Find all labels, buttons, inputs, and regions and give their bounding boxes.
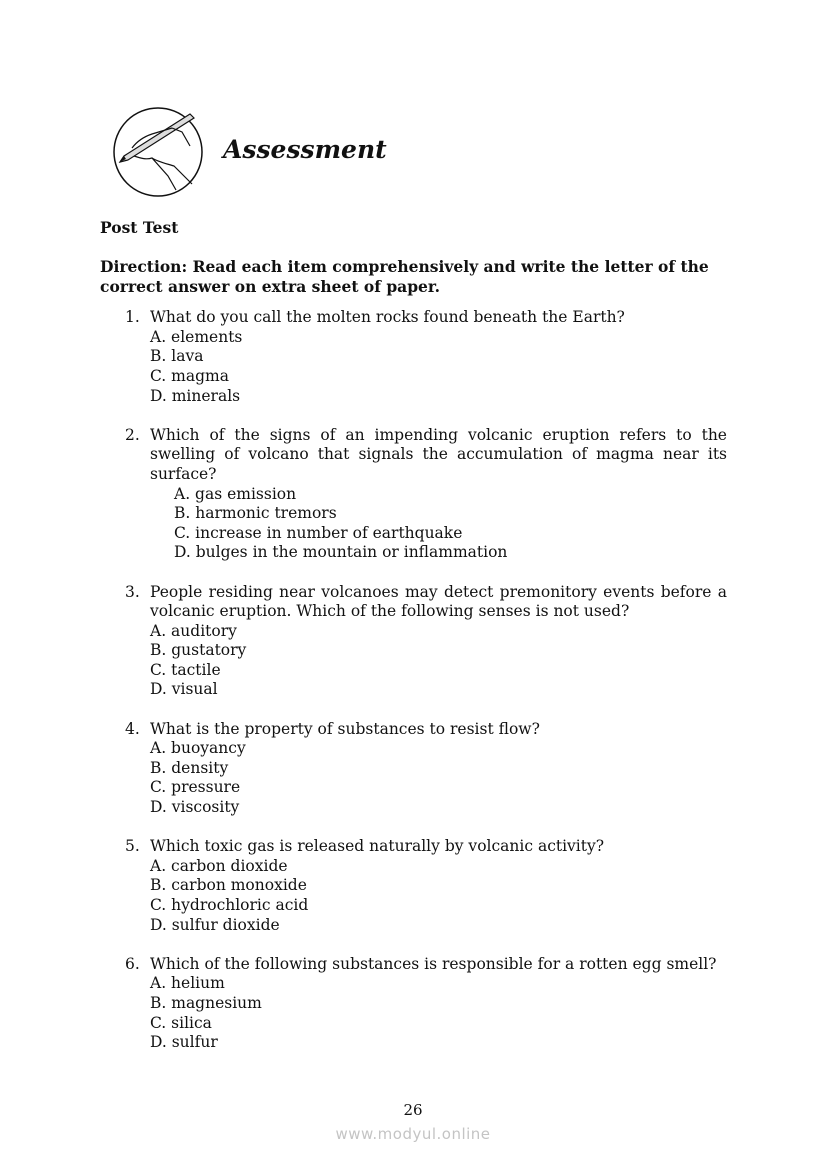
options-list bbox=[150, 857, 727, 935]
question-text: Which toxic gas is released naturally by volcanic activity? bbox=[150, 837, 605, 856]
question-text: People residing near volcanoes may detect premonitory events before a volcanic eruption. Which of the following senses is not used? bbox=[150, 582, 727, 621]
question-text: Which of the following substances is responsible for a rotten egg smell? bbox=[150, 954, 717, 973]
question-item bbox=[100, 426, 727, 563]
option: C. silica bbox=[150, 1013, 212, 1032]
options-list bbox=[150, 974, 727, 1052]
options-list bbox=[150, 328, 727, 406]
option: A. gas emission bbox=[174, 484, 297, 503]
option: D. sulfur bbox=[150, 1033, 218, 1052]
watermark: www.modyul.online bbox=[335, 1125, 491, 1143]
question-item bbox=[100, 308, 727, 406]
option: B. harmonic tremors bbox=[174, 504, 337, 523]
option: B. lava bbox=[150, 347, 204, 366]
option: A. auditory bbox=[150, 621, 237, 640]
option: B. gustatory bbox=[150, 641, 247, 660]
assessment-body bbox=[100, 257, 727, 1072]
option: C. magma bbox=[150, 366, 229, 385]
question-item bbox=[100, 720, 727, 818]
option: D. viscosity bbox=[150, 798, 240, 817]
option: A. elements bbox=[150, 327, 243, 346]
option: B. carbon monoxide bbox=[150, 876, 307, 895]
page-number: 26 bbox=[403, 1101, 423, 1119]
question-item bbox=[100, 837, 727, 935]
question-text: What do you call the molten rocks found beneath the Earth? bbox=[150, 308, 625, 327]
directions: Direction: Read each item comprehensively and write the letter of the correct answer on extra sheet of paper. bbox=[100, 257, 709, 296]
option: B. density bbox=[150, 758, 229, 777]
question-number: 5. bbox=[125, 837, 140, 856]
question-text: What is the property of substances to resist flow? bbox=[150, 719, 540, 738]
option: D. minerals bbox=[150, 386, 241, 405]
option: D. bulges in the mountain or inflammation bbox=[174, 543, 508, 562]
question-text: Which of the signs of an impending volcanic eruption refers to the swelling of volcano that signals the accumulation of magma near its surface? bbox=[150, 425, 727, 483]
option: A. helium bbox=[150, 974, 225, 993]
option: C. hydrochloric acid bbox=[150, 896, 309, 914]
question-item bbox=[100, 583, 727, 701]
option: B. magnesium bbox=[150, 993, 262, 1012]
option: D. sulfur dioxide bbox=[150, 915, 280, 934]
option: C. pressure bbox=[150, 778, 241, 797]
question-number: 2. bbox=[125, 425, 140, 444]
question-number: 3. bbox=[125, 582, 140, 601]
option: D. visual bbox=[150, 680, 218, 699]
page-title: Assessment bbox=[223, 135, 387, 164]
option: A. carbon dioxide bbox=[150, 856, 288, 875]
options-list bbox=[150, 739, 727, 817]
option: A. buoyancy bbox=[150, 739, 246, 758]
hand-writing-pencil-icon bbox=[112, 106, 204, 198]
question-number: 1. bbox=[125, 308, 140, 327]
question-item bbox=[100, 955, 727, 1053]
section-heading: Post Test bbox=[100, 218, 179, 237]
option: C. tactile bbox=[150, 660, 221, 679]
options-list bbox=[150, 485, 727, 563]
option: C. increase in number of earthquake bbox=[174, 523, 463, 542]
question-number: 4. bbox=[125, 719, 140, 738]
options-list bbox=[150, 622, 727, 700]
question-number: 6. bbox=[125, 954, 140, 973]
